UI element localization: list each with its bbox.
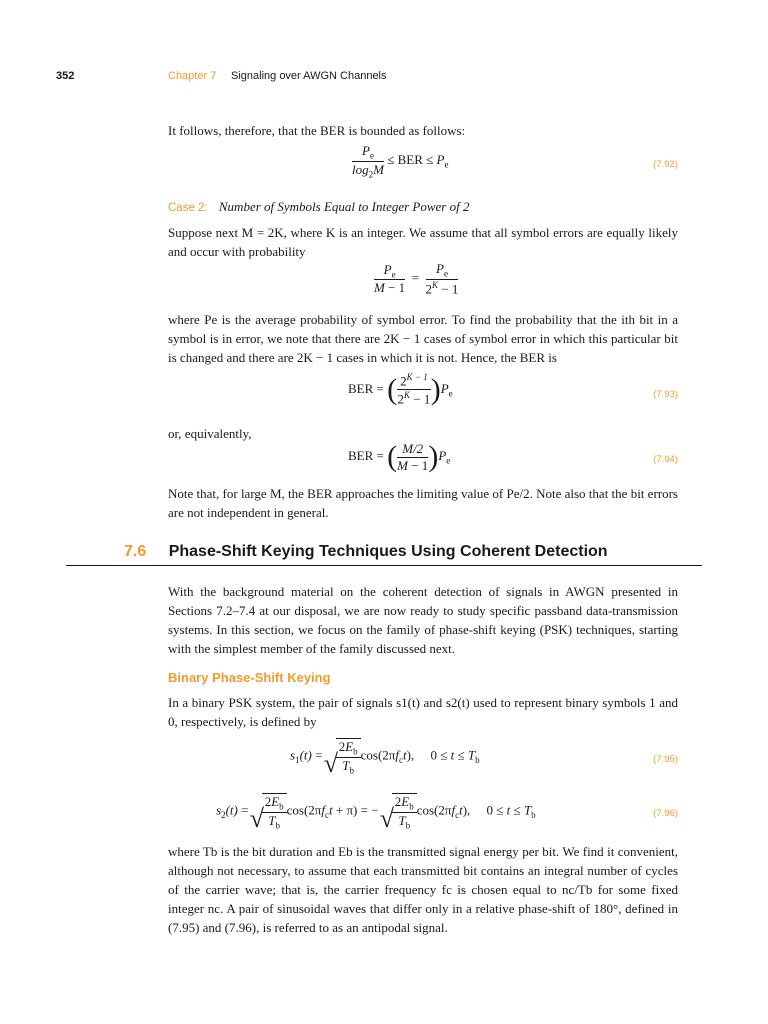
case-heading bbox=[168, 199, 469, 215]
paragraph-limiting-value: Note that, for large M, the BER approaches the limiting value of Pe/2. Note also that the bit errors are not independent in general. bbox=[168, 486, 678, 520]
equation-7-92: $\frac{P_e}{\log_2M}$ ≤ BER ≤ $P_e$ bbox=[352, 143, 449, 180]
equation-number: (7.93) bbox=[653, 389, 678, 400]
page-number: 352 bbox=[56, 70, 75, 82]
paragraph-antipodal-signal: where Tb is the bit duration and Eb is the transmitted signal energy per bit. We find it convenient, although not necessary, to assume that each transmitted bit contains an integral number of cycles of the carrier wave; that is, the carrier frequency fc is chosen equal to nc/Tb for some fixed integer nc. A pair of sinusoidal waves that differ only in a relative phase-shift of 180°, defined in (7.95) and (7.96), is referred to as an antipodal signal. bbox=[168, 844, 678, 935]
equation-7-96: $s_2(t)$ = √ $\frac{2E_b}{T_b}$ $\cos(2\pi f_ct + \pi)$ = − √ $\frac{2E_b}{T_b}$ $\cos(2\pi f_ct)$, $0 \le t \le T_b$ bbox=[216, 793, 536, 830]
equation-number: (7.96) bbox=[653, 808, 678, 819]
equation-number: (7.95) bbox=[653, 754, 678, 765]
equation-7-94: BER = ( $\frac{M/2}{M - 1}$ )$P_e$ bbox=[348, 440, 451, 473]
section-rule bbox=[66, 565, 702, 566]
equation-symbol-error-probability: $\frac{P_e}{M - 1}$ = $\frac{P_e}{2^K - 1}$ bbox=[374, 261, 459, 296]
equation-7-95: $s_1(t)$ = √ $\frac{2E_b}{T_b}$ $\cos(2\pi f_ct)$, $0 \le t \le T_b$ bbox=[290, 738, 480, 775]
paragraph-equivalently: or, equivalently, bbox=[168, 426, 252, 441]
section-number: 7.6 bbox=[124, 543, 147, 560]
chapter-title: Signaling over AWGN Channels bbox=[231, 70, 387, 82]
paragraph-bit-error-derivation: where Pe is the average probability of symbol error. To find the probability that the ith bit in a symbol is in error, we note that there are 2K − 1 cases of symbol error in which this particular bit is changed and there are 2K − 1 cases in which it is not. Hence, the BER is bbox=[168, 312, 678, 365]
equation-number: (7.92) bbox=[653, 159, 678, 170]
paragraph-equal-probability: Suppose next M = 2K, where K is an integer. We assume that all symbol errors are equally likely and occur with probability bbox=[168, 225, 678, 259]
chapter-label: Chapter 7 bbox=[168, 70, 217, 82]
section-heading bbox=[124, 543, 608, 561]
paragraph-background: With the background material on the coherent detection of signals in AWGN presented in Sections 7.2–7.4 at our disposal, we are now ready to study specific passband data-transmission systems. In this section, we focus on the family of phase-shift keying (PSK) techniques, starting with the simplest member of the family discussed next. bbox=[168, 584, 678, 656]
equation-7-93: BER = ( $\frac{2^{K - 1}}{2^K - 1}$ )$P_e$ bbox=[348, 372, 453, 407]
case-title: Number of Symbols Equal to Integer Power of 2 bbox=[218, 199, 470, 214]
paragraph-binary-psk-definition: In a binary PSK system, the pair of signals s1(t) and s2(t) used to represent binary symbols 1 and 0, respectively, is defined by bbox=[168, 695, 678, 729]
equation-number: (7.94) bbox=[653, 454, 678, 465]
page-header bbox=[56, 70, 712, 88]
case-label: Case 2: bbox=[168, 202, 208, 214]
subsection-heading: Binary Phase-Shift Keying bbox=[168, 670, 331, 685]
paragraph-ber-bound-intro: It follows, therefore, that the BER is bounded as follows: bbox=[168, 123, 466, 138]
section-title: Phase-Shift Keying Techniques Using Coherent Detection bbox=[168, 543, 608, 560]
